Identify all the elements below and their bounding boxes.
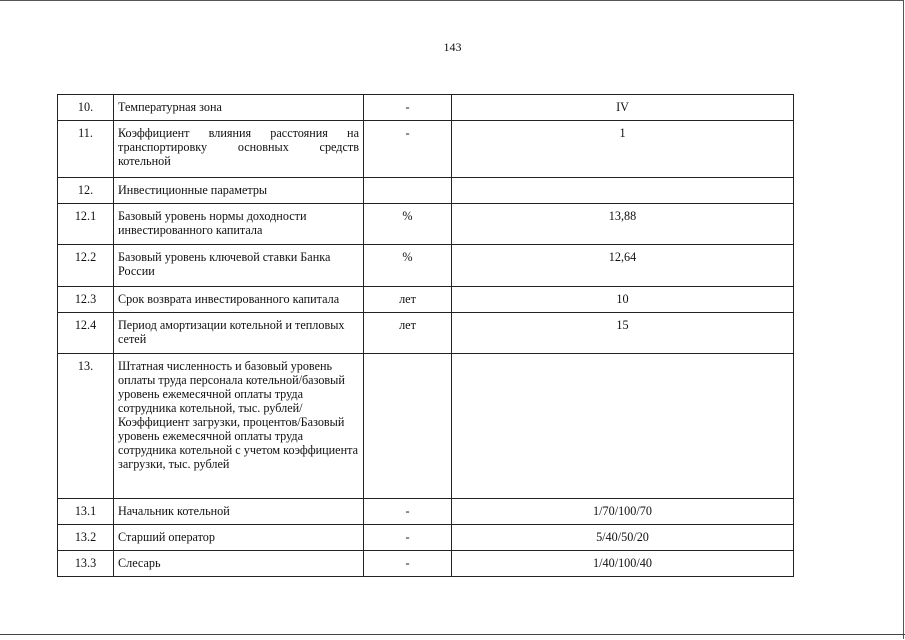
row-unit: -	[364, 551, 452, 577]
row-name: Начальник котельной	[114, 499, 364, 525]
row-name: Базовый уровень нормы доходности инвестированного капитала	[114, 204, 364, 245]
row-name: Коэффициент влияния расстояния на транспортировку основных средств котельной	[114, 121, 364, 178]
table-row	[58, 204, 794, 245]
row-unit: -	[364, 499, 452, 525]
row-number: 12.2	[58, 245, 114, 287]
row-name: Период амортизации котельной и тепловых сетей	[114, 313, 364, 354]
table-row	[58, 313, 794, 354]
row-unit: -	[364, 525, 452, 551]
row-value	[452, 354, 794, 499]
table-row	[58, 551, 794, 577]
table-row	[58, 287, 794, 313]
row-unit: лет	[364, 313, 452, 354]
row-number: 13.2	[58, 525, 114, 551]
table-row	[58, 121, 794, 178]
row-number: 12.	[58, 178, 114, 204]
page-number: 143	[443, 40, 462, 54]
row-number: 12.3	[58, 287, 114, 313]
row-value	[452, 178, 794, 204]
row-number: 13.1	[58, 499, 114, 525]
scan-edge-line	[0, 634, 905, 635]
row-value: 1	[452, 121, 794, 178]
row-number: 13.3	[58, 551, 114, 577]
parameters-table	[57, 94, 794, 577]
row-value: 1/40/100/40	[452, 551, 794, 577]
row-name: Температурная зона	[114, 95, 364, 121]
row-value: 15	[452, 313, 794, 354]
row-name: Инвестиционные параметры	[114, 178, 364, 204]
row-name: Базовый уровень ключевой ставки Банка России	[114, 245, 364, 287]
table-row	[58, 354, 794, 499]
table-row	[58, 245, 794, 287]
row-name: Старший оператор	[114, 525, 364, 551]
row-value: 10	[452, 287, 794, 313]
row-number: 10.	[58, 95, 114, 121]
row-name: Срок возврата инвестированного капитала	[114, 287, 364, 313]
row-name: Штатная численность и базовый уровень оплаты труда персонала котельной/базовый уровень ежемесячной оплаты труда сотрудника котельной, тыс. рублей/Коэффициент загрузки, процентов/Базовый уровень ежемесячной оплаты труда сотрудника котельной с учетом коэффициента загрузки, тыс. рублей	[114, 354, 364, 499]
row-number: 13.	[58, 354, 114, 499]
table-row	[58, 499, 794, 525]
row-unit: -	[364, 121, 452, 178]
table-row	[58, 95, 794, 121]
row-unit: -	[364, 95, 452, 121]
row-unit: %	[364, 204, 452, 245]
row-value: 13,88	[452, 204, 794, 245]
row-number: 11.	[58, 121, 114, 178]
row-value: 5/40/50/20	[452, 525, 794, 551]
row-number: 12.4	[58, 313, 114, 354]
row-unit	[364, 178, 452, 204]
row-number: 12.1	[58, 204, 114, 245]
row-value: IV	[452, 95, 794, 121]
row-value: 1/70/100/70	[452, 499, 794, 525]
row-value: 12,64	[452, 245, 794, 287]
row-unit	[364, 354, 452, 499]
row-name: Слесарь	[114, 551, 364, 577]
table-row	[58, 178, 794, 204]
table-row	[58, 525, 794, 551]
row-unit: лет	[364, 287, 452, 313]
row-unit: %	[364, 245, 452, 287]
